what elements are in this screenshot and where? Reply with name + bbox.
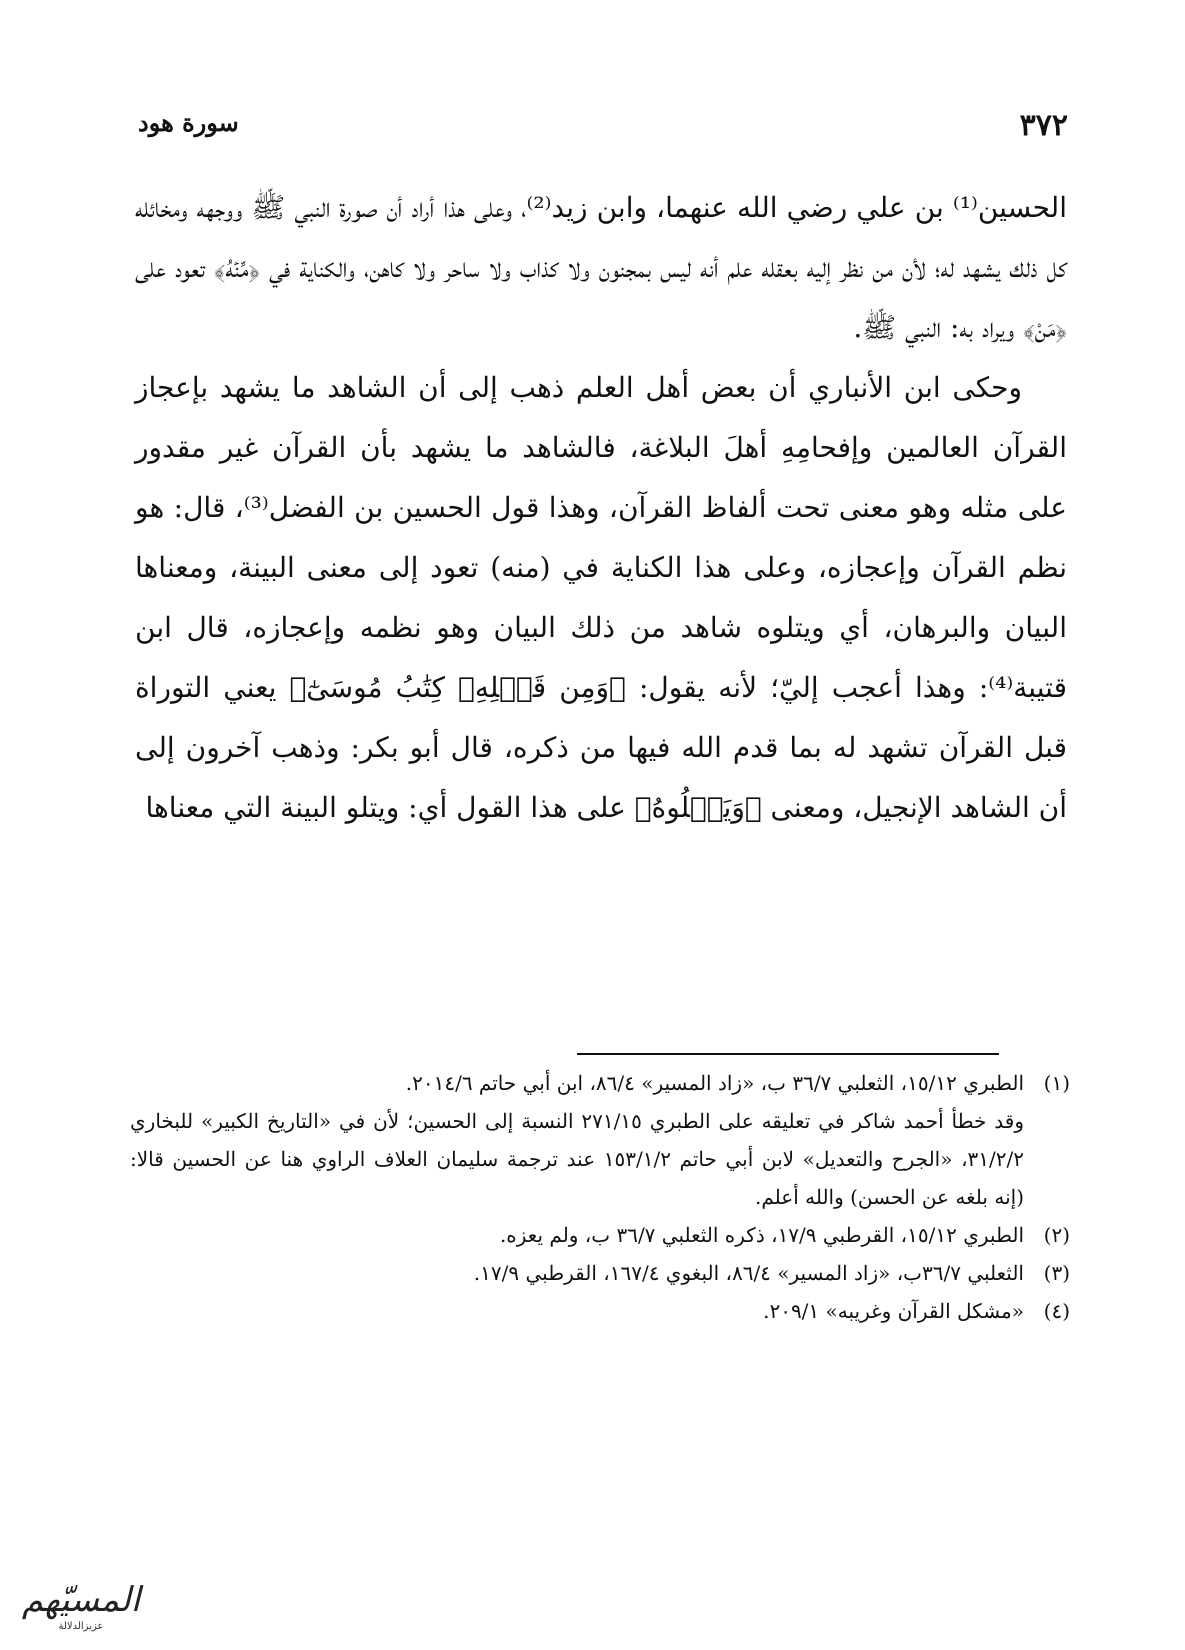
publisher-seal [6, 1580, 156, 1642]
footnote-1-continuation: وقد خطأ أحمد شاكر في تعليقه على الطبري ٢٧١/١٥ النسبة إلى الحسين؛ لأن في «التاريخ الكبير» للبخاري ٣١/٢/٢، «الجرح والتعديل» لابن أبي حاتم ١٥٣/١/٢ عند ترجمة سليمان العلاف الراوي هنا عن الحسين قالا: (إنه بلغه عن الحسن) والله أعلم. [130, 1109, 1025, 1209]
seal-sub-text: عزيزالدلالة [58, 1621, 104, 1632]
footnote-number: (٢) [1043, 1223, 1070, 1247]
footnote-2 [130, 1216, 1070, 1254]
page-number: ٣٧٢ [1019, 108, 1068, 143]
footnote-text: الثعلبي ٣٦/٧ب، «زاد المسير» ٨٦/٤، البغوي ١٦٧/٤، القرطبي ١٧/٩. [473, 1261, 1024, 1285]
footnote-separator [577, 1053, 999, 1055]
footnote-number: (٤) [1043, 1299, 1070, 1323]
footnote-text: «مشكل القرآن وغريبه» ٢٠٩/١. [763, 1299, 1024, 1323]
paragraph-2: وحكى ابن الأنباري أن بعض أهل العلم ذهب إلى أن الشاهد ما يشهد بإعجاز القرآن العالمين وإفحامِهِ أهلَ البلاغة، فالشاهد ما يشهد بأن القرآن غير مقدور على مثله وهو معنى تحت ألفاظ القرآن، وهذا قول الحسين بن الفضل⁽³⁾، قال: هو نظم القرآن وإعجازه، وعلى هذا الكناية في (منه) تعود إلى معنى البينة، ومعناها البيان والبرهان، أي ويتلوه شاهد من ذلك البيان وهو نظمه وإعجازه، قال ابن قتيبة⁽⁴⁾: وهذا أعجب إليّ؛ لأنه يقول: ﴿وَمِن قَبۡلِهِۦ كِتَٰبُ مُوسَىٰٓ﴾ يعني التوراة قبل القرآن تشهد له بما قدم الله فيها من ذكره، قال أبو بكر: وذهب آخرون إلى أن الشاهد الإنجيل، ومعنى ﴿وَيَتۡلُوهُ﴾ على هذا القول أي: ويتلو البينة التي معناها [135, 371, 1068, 824]
seal-main-text: المسيّهم [21, 1580, 141, 1620]
main-text [135, 178, 1067, 838]
footnote-4 [130, 1292, 1070, 1330]
footnote-number: (١) [1043, 1071, 1070, 1095]
footnote-number: (٣) [1043, 1261, 1070, 1285]
footnote-text: الطبري ١٥/١٢، القرطبي ١٧/٩، ذكره الثعلبي ٣٦/٧ ب، ولم يعزه. [499, 1223, 1024, 1247]
footnote-text: الطبري ١٥/١٢، الثعلبي ٣٦/٧ ب، «زاد المسير» ٨٦/٤، ابن أبي حاتم ٢٠١٤/٦. [405, 1071, 1024, 1095]
paragraph-1: الحسين⁽¹⁾ بن علي رضي الله عنهما، وابن زيد⁽²⁾، وعلى هذا أراد أن صورة النبي ﷺ ووجهه ومخائله كل ذلك يشهد له؛ لأن من نظر إليه بعقله علم أنه ليس بمجنون ولا كذاب ولا ساحر ولا كاهن، والكناية في ﴿مِّنۡهُ﴾ تعود على ﴿مَنْ﴾ ويراد به: النبي ﷺ. [135, 191, 1067, 344]
page-header [138, 108, 1068, 148]
running-title: سورة هود [138, 108, 239, 137]
footnote-1 [130, 1064, 1070, 1102]
footnotes [130, 1064, 1070, 1330]
footnote-3 [130, 1254, 1070, 1292]
